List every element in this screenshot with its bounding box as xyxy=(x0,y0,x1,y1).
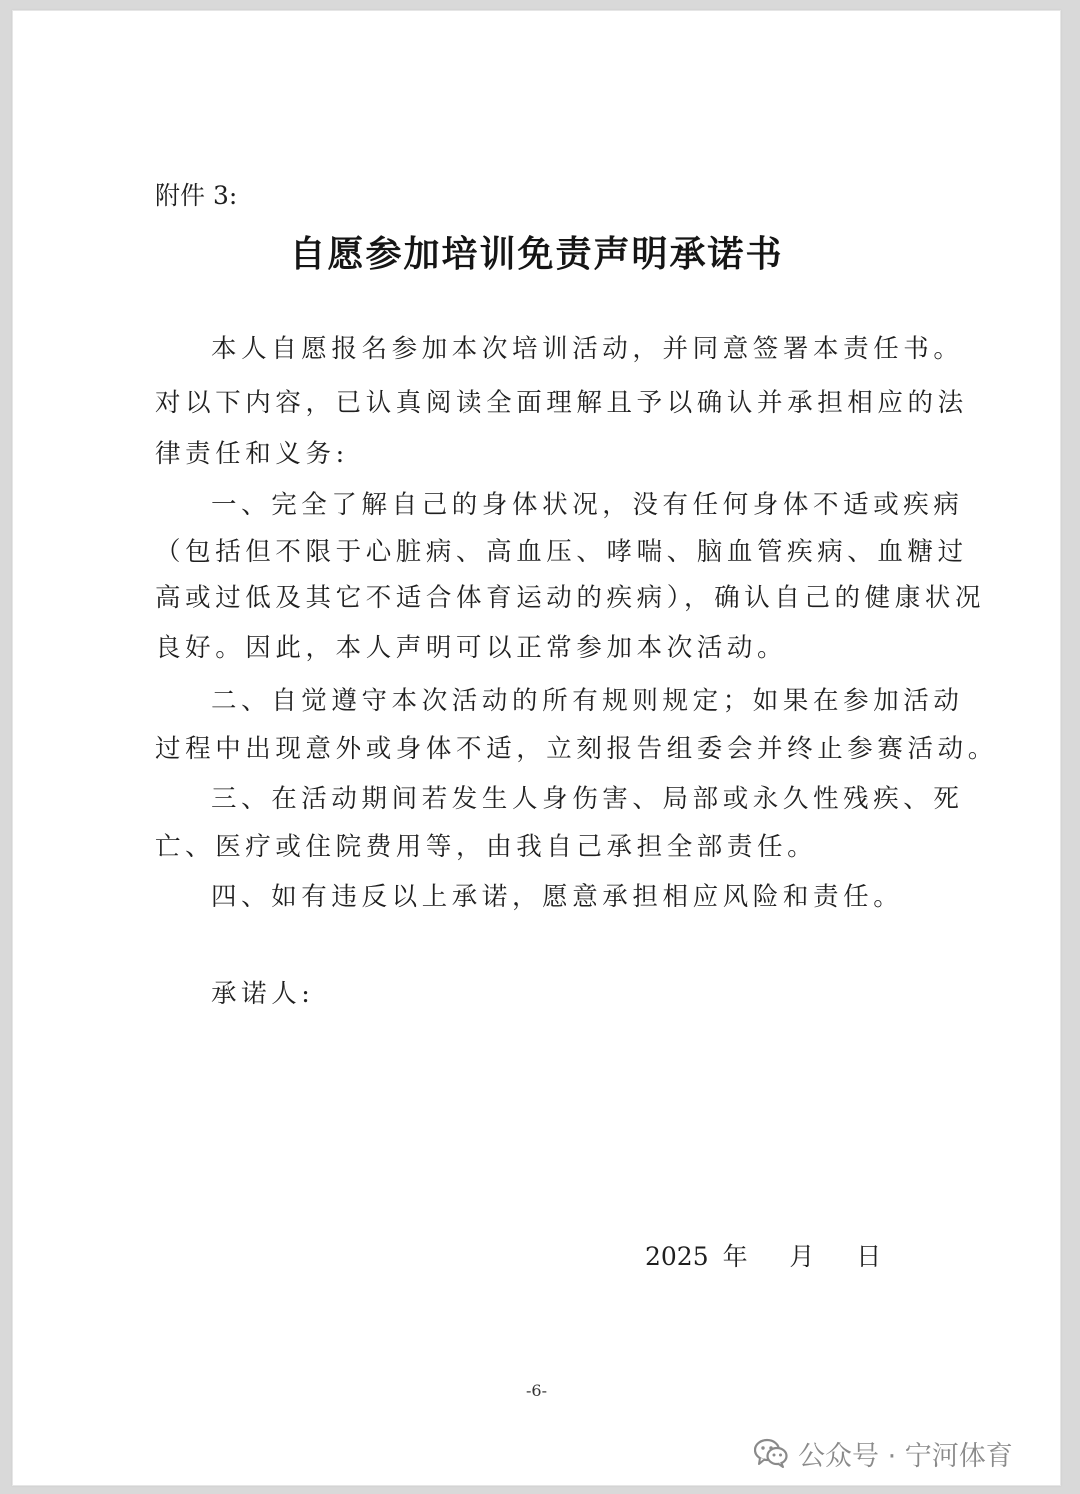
paragraph-line: 过程中出现意外或身体不适，立刻报告组委会并终止参赛活动。 xyxy=(155,734,998,764)
paragraph-line: 本人自愿报名参加本次培训活动，并同意签署本责任书。 xyxy=(211,334,964,364)
document-page xyxy=(12,10,1061,1486)
paragraph-line: 律责任和义务: xyxy=(155,439,349,469)
page-number: -6- xyxy=(526,1381,547,1400)
paragraph-line: 对以下内容，已认真阅读全面理解且予以确认并承担相应的法 xyxy=(155,388,968,418)
paragraph-line: 一、完全了解自己的身体状况，没有任何身体不适或疾病 xyxy=(211,490,964,520)
paragraph-line: 二、自觉遵守本次活动的所有规则规定；如果在参加活动 xyxy=(211,686,964,716)
paragraph-line: 四、如有违反以上承诺，愿意承担相应风险和责任。 xyxy=(211,882,904,912)
watermark xyxy=(754,1438,1013,1472)
paragraph-line: 亡、医疗或住院费用等，由我自己承担全部责任。 xyxy=(155,832,818,862)
wechat-icon xyxy=(754,1438,788,1468)
paragraph-line: 三、在活动期间若发生人身伤害、局部或永久性残疾、死 xyxy=(211,784,964,814)
attachment-label: 附件 3: xyxy=(155,181,238,210)
date-line: 2025 年 月 日 xyxy=(645,1242,882,1271)
paragraph-line: 良好。因此，本人声明可以正常参加本次活动。 xyxy=(155,633,788,663)
document-title: 自愿参加培训免责声明承诺书 xyxy=(289,233,784,275)
signer-label: 承诺人: xyxy=(211,979,315,1009)
paragraph-line: 高或过低及其它不适合体育运动的疾病），确认自己的健康状况 xyxy=(155,583,986,613)
paragraph-line: （包括但不限于心脏病、高血压、哮喘、脑血管疾病、血糖过 xyxy=(155,537,968,567)
watermark-text: 公众号 · 宁河体育 xyxy=(798,1440,1013,1472)
